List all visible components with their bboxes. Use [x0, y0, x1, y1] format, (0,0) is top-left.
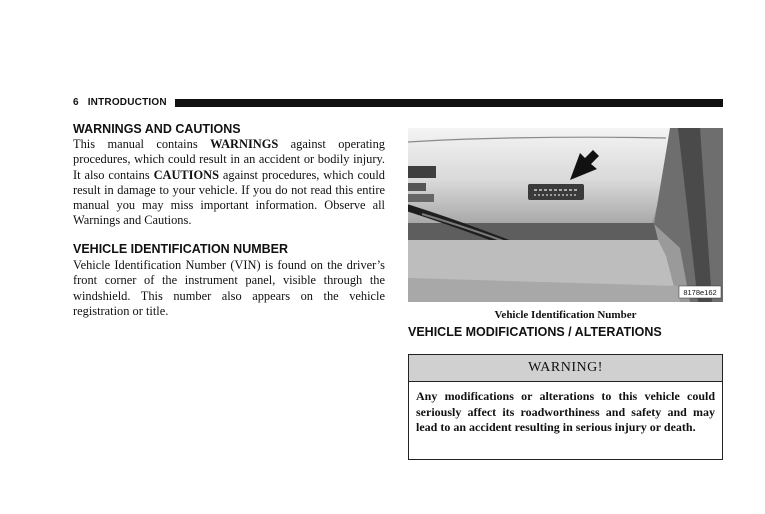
- warnings-term: WARNINGS: [210, 137, 279, 151]
- vin-photo: [408, 128, 723, 302]
- page-header: [73, 97, 723, 109]
- warning-title: WARNING!: [409, 355, 722, 382]
- cautions-term: CAUTIONS: [153, 167, 219, 182]
- warnings-cautions-body: This manual contains WARNINGS against operating procedures, which could result in an accident or bodily injury. It also contains CAUTIONS against procedures, which could result in damage to your vehicle. If you do not read this entire manual you may miss important information. Observe all Warnings and Cautions.: [73, 137, 385, 228]
- vin-body: Vehicle Identification Number (VIN) is found on the driver’s front corner of the instrument panel, visible through the windshield. This number also appears on the vehicle registration or title.: [73, 258, 385, 318]
- vin-heading: VEHICLE IDENTIFICATION NUMBER: [73, 242, 289, 256]
- figure-caption: Vehicle Identification Number: [494, 309, 637, 321]
- figure-code: 8178e162: [683, 288, 717, 297]
- header-rule: [175, 99, 723, 107]
- section-title: INTRODUCTION: [87, 97, 167, 108]
- warning-box: [408, 354, 723, 460]
- windshield-illustration: [408, 128, 723, 302]
- page-header-text: [73, 97, 167, 109]
- page-number: 6: [73, 97, 79, 108]
- warnings-cautions-heading: WARNINGS AND CAUTIONS: [73, 122, 241, 136]
- warning-text: Any modifications or alterations to this vehicle could seriously affect its roadworthiness and safety and may lead to an accident resulting in serious injury or death.: [416, 389, 715, 435]
- modifications-heading: VEHICLE MODIFICATIONS / ALTERATIONS: [408, 325, 662, 339]
